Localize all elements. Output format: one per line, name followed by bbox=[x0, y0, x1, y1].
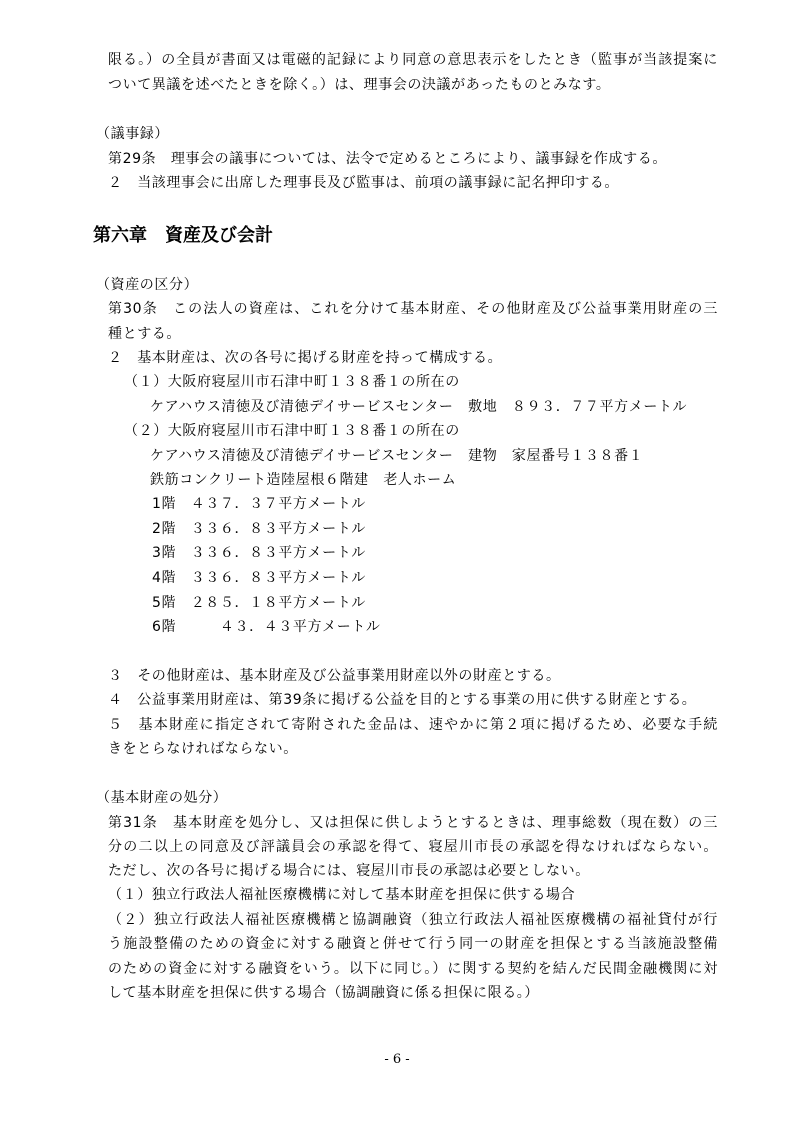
text-line: ２ 基本財産は、次の各号に掲げる財産を持って構成する。 bbox=[108, 350, 503, 366]
floor-area-line: 5階 ２８５．１８平方メートル bbox=[152, 595, 366, 611]
floor-area-line: 3階 ３３６．８３平方メートル bbox=[152, 545, 366, 561]
text-line: ４ 公益事業用財産は、第39条に掲げる公益を目的とする事業の用に供する財産とする。 bbox=[108, 692, 697, 708]
text-line: ５ 基本財産に指定されて寄附された金品は、速やかに第２項に掲げるため、必要な手続 bbox=[108, 717, 718, 733]
text-line: ただし、次の各号に掲げる場合には、寝屋川市長の承認は必要としない。 bbox=[108, 863, 590, 879]
section-heading-asset-division: （資産の区分） bbox=[96, 277, 199, 293]
floor-area-line: 2階 ３３６．８３平方メートル bbox=[152, 521, 366, 537]
article-31: 第31条 基本財産を処分し、又は担保に供しようとするときは、理事総数（現在数）の三 bbox=[108, 815, 718, 831]
text-line: 限る。）の全員が書面又は電磁的記録により同意の意思表示をしたとき（監事が当該提案に bbox=[108, 52, 718, 68]
floor-area-line: 6階 ４３．４３平方メートル bbox=[152, 619, 381, 635]
text-line: ケアハウス清徳及び清徳デイサービスセンター 建物 家屋番号１３８番１ bbox=[150, 448, 644, 464]
list-item: （２）大阪府寝屋川市石津中町１３８番１の所在の bbox=[124, 423, 460, 439]
text-line: して基本財産を担保に供する場合（協調融資に係る担保に限る。） bbox=[108, 985, 539, 1001]
section-heading-minutes: （議事録） bbox=[96, 126, 169, 142]
page-number: - 6 - bbox=[384, 1052, 410, 1067]
text-line: 分の二以上の同意及び評議員会の承認を得て、寝屋川市長の承認を得なければならない。 bbox=[108, 839, 718, 855]
text-line: 種とする。 bbox=[108, 326, 181, 342]
text-line: ３ その他財産は、基本財産及び公益事業用財産以外の財産とする。 bbox=[108, 668, 561, 684]
text-line: ２ 当該理事会に出席した理事長及び監事は、前項の議事録に記名押印する。 bbox=[108, 175, 619, 191]
floor-area-line: 1階 ４３７．３７平方メートル bbox=[152, 496, 366, 512]
article-29: 第29条 理事会の議事については、法令で定めるところにより、議事録を作成する。 bbox=[108, 151, 667, 167]
text-line: ケアハウス清徳及び清徳デイサービスセンター 敷地 ８９３．７７平方メートル bbox=[150, 399, 688, 415]
text-line: 鉄筋コンクリート造陸屋根６階建 老人ホーム bbox=[150, 472, 457, 488]
text-line: のための資金に対する融資をいう。以下に同じ。）に関する契約を結んだ民間金融機関に対 bbox=[108, 961, 718, 977]
floor-area-line: 4階 ３３６．８３平方メートル bbox=[152, 570, 366, 586]
list-item: （１）大阪府寝屋川市石津中町１３８番１の所在の bbox=[124, 374, 460, 390]
text-line: きをとらなければならない。 bbox=[108, 741, 298, 757]
chapter-heading: 第六章 資産及び会計 bbox=[93, 225, 273, 246]
article-30: 第30条 この法人の資産は、これを分けて基本財産、その他財産及び公益事業用財産の三 bbox=[108, 301, 718, 317]
text-line: ついて異議を述べたときを除く。）は、理事会の決議があったものとみなす。 bbox=[108, 77, 611, 93]
list-item: （２）独立行政法人福祉医療機構と協調融資（独立行政法人福祉医療機構の福祉貸付が行 bbox=[108, 912, 718, 928]
section-heading-disposal: （基本財産の処分） bbox=[96, 790, 228, 806]
list-item: （１）独立行政法人福祉医療機構に対して基本財産を担保に供する場合 bbox=[108, 887, 576, 903]
text-line: う施設整備のための資金に対する融資と併せて行う同一の財産を担保とする当該施設整備 bbox=[108, 936, 718, 952]
